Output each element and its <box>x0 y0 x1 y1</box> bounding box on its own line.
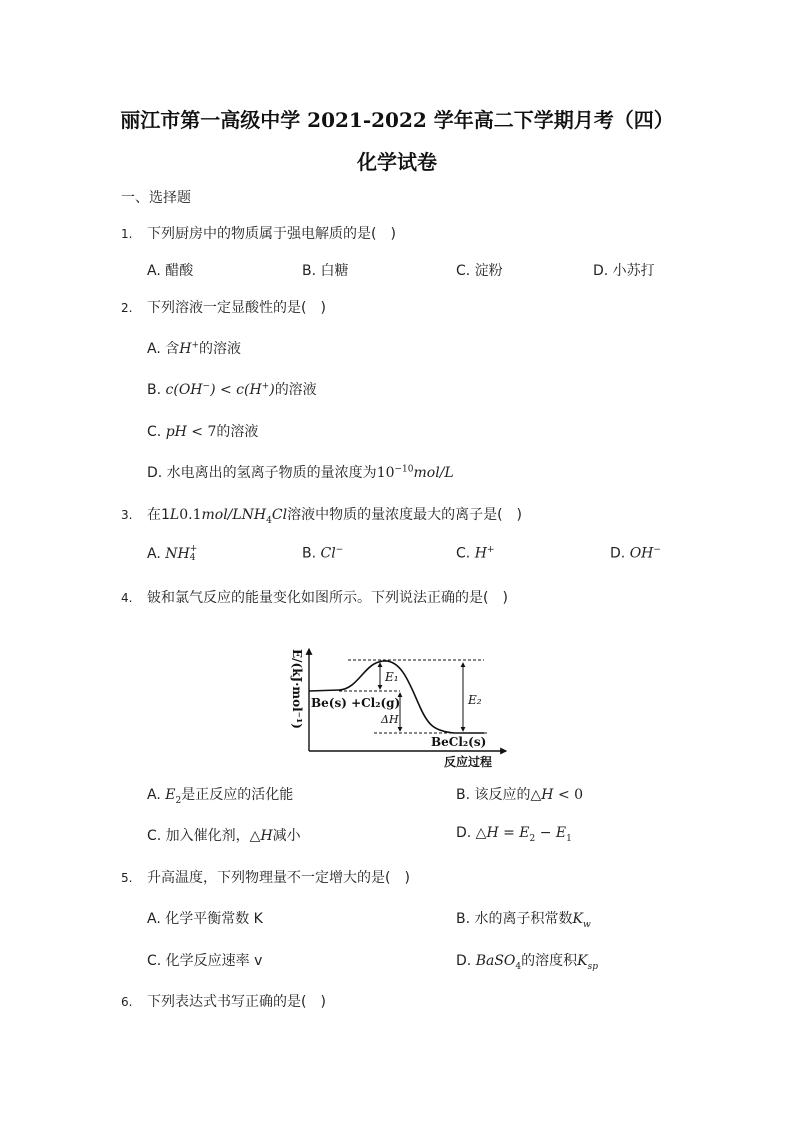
question-number: 3. <box>121 508 133 522</box>
q3-option-c: C. H+ <box>456 545 495 562</box>
question-3: 3. 在$1L0.1mol/LNH_4Cl$溶液中物质的量浓度最大的离子是( ) <box>121 507 523 526</box>
q4-option-d: D. △H = $E_2 - E_1$ <box>456 825 572 844</box>
reactants-label: Be(s) +Cl₂(g) <box>311 696 401 710</box>
energy-diagram <box>284 645 514 770</box>
question-stem: 下列表达式书写正确的是( ) <box>147 994 326 1010</box>
question-4 <box>121 587 508 607</box>
question-stem: 升高温度，下列物理量不一定增大的是( ) <box>147 870 410 886</box>
y-axis-label: E/(kJ·mol⁻¹) <box>290 649 304 729</box>
question-number: 1. <box>121 227 133 241</box>
q2-option-b: B. c(OH−) < c(H+)的溶液 <box>147 381 317 398</box>
q5-option-d: D. BaSO$_4$的溶度积$K_{sp}$ <box>456 953 598 972</box>
question-number: 6. <box>121 995 133 1009</box>
q1-option-b: B. 白糖 <box>302 263 349 279</box>
section-heading: 一、选择题 <box>121 190 191 206</box>
question-5 <box>121 867 410 887</box>
dh-label: ΔH <box>381 713 399 726</box>
document-subtitle: 化学试卷 <box>357 150 437 174</box>
product-label: BeCl₂(s) <box>431 735 487 749</box>
question-stem: 下列溶液一定显酸性的是( ) <box>147 300 326 316</box>
q1-option-d: D. 小苏打 <box>593 263 655 279</box>
question-stem: 铍和氯气反应的能量变化如图所示。下列说法正确的是( ) <box>147 590 508 606</box>
q4-option-b: B. 该反应的△H < 0 <box>456 787 584 803</box>
e2-label: E₂ <box>468 693 482 707</box>
question-number: 2. <box>121 301 133 315</box>
q5-option-c: C. 化学反应速率 v <box>147 953 263 969</box>
document-title: 丽江市第一高级中学 2021-2022 学年高二下学期月考（四） <box>120 108 674 132</box>
question-stem: 下列厨房中的物质属于强电解质的是( ) <box>147 226 396 242</box>
question-number: 4. <box>121 591 133 605</box>
x-axis-label: 反应过程 <box>444 755 493 769</box>
q2-option-c: C. pH < 7的溶液 <box>147 424 259 440</box>
e1-label: E₁ <box>385 670 399 684</box>
q5-option-a: A. 化学平衡常数 K <box>147 911 263 927</box>
q1-option-a: A. 醋酸 <box>147 263 194 279</box>
question-6 <box>121 991 326 1011</box>
q3-option-a: A. NH + 4 <box>147 544 198 563</box>
q4-option-a: A. $E_2$是正反应的活化能 <box>147 787 294 806</box>
q2-option-d: D. 水电离出的氢离子物质的量浓度为$10^{-10}mol/L$ <box>147 464 454 481</box>
q3-option-b: B. Cl− <box>302 545 344 562</box>
question-number: 5. <box>121 871 133 885</box>
question-1 <box>121 223 396 243</box>
question-2 <box>121 297 326 317</box>
q2-option-a: A. 含H+的溶液 <box>147 340 241 357</box>
q4-option-c: C. 加入催化剂，△H减小 <box>147 828 301 844</box>
q5-option-b: B. 水的离子积常数$K_w$ <box>456 911 591 930</box>
q1-option-c: C. 淀粉 <box>456 263 503 279</box>
q3-option-d: D. OH− <box>610 545 661 562</box>
